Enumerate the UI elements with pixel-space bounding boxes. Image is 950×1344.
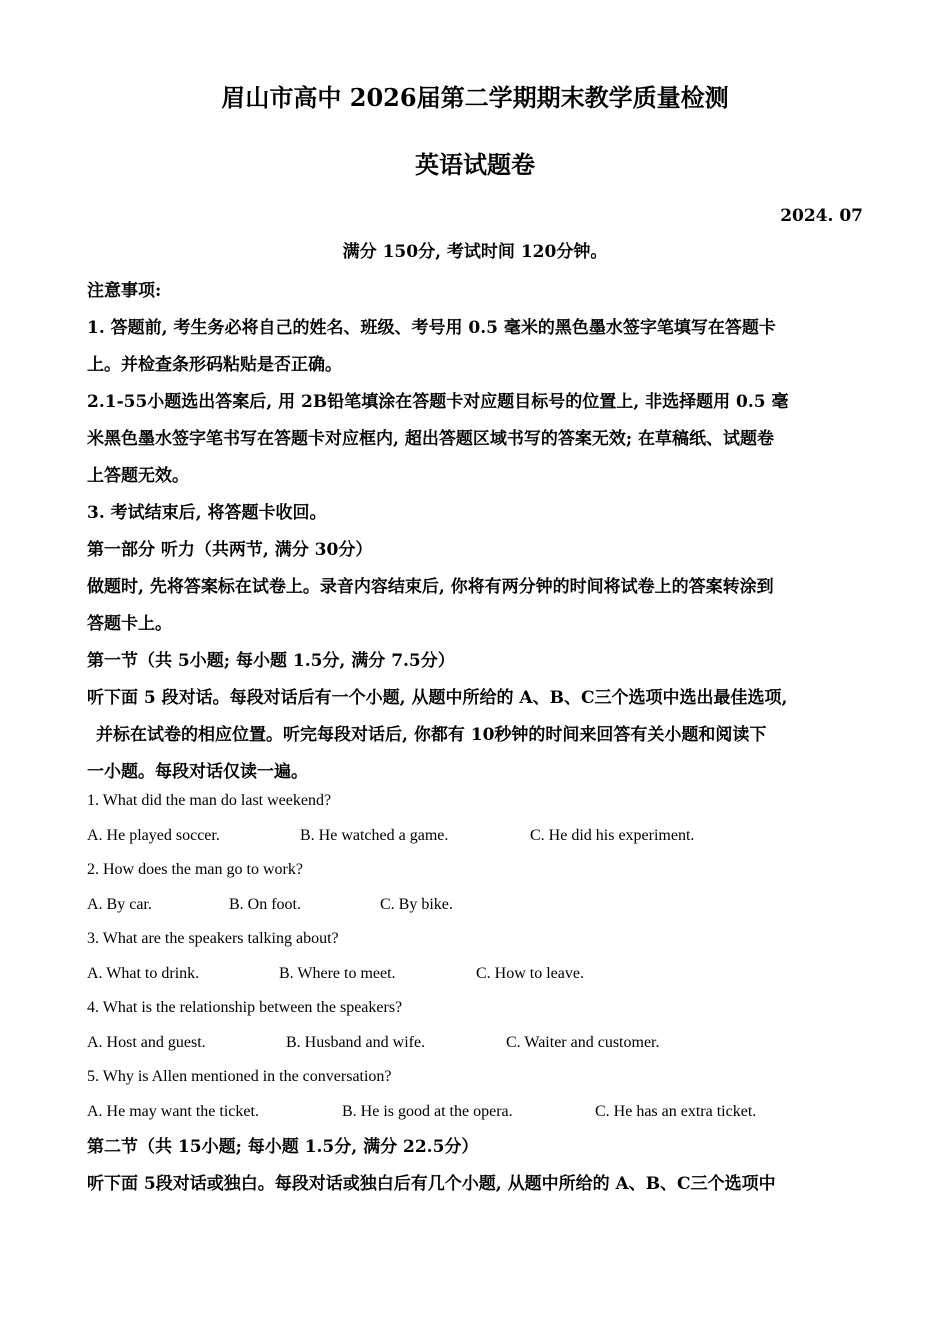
- option-a: A. Host and guest.: [87, 1033, 206, 1051]
- question-text: 5. Why is Allen mentioned in the conversation?: [87, 1068, 392, 1085]
- question-text: 2. How does the man go to work?: [87, 861, 303, 878]
- option-c: C. By bike.: [380, 895, 453, 913]
- options-row: [87, 819, 869, 854]
- part1-heading: 第一部分 听力（共两节, 满分 30分）: [87, 540, 373, 560]
- notice-line: 上。并检查条形码粘贴是否正确。: [87, 355, 342, 375]
- exam-date: 2024. 07: [780, 206, 863, 226]
- section1-intro-line: 一小题。每段对话仅读一遍。: [87, 762, 308, 782]
- notice-heading: 注意事项:: [87, 281, 162, 301]
- option-b: B. Husband and wife.: [286, 1033, 426, 1051]
- option-b: B. He is good at the opera.: [342, 1102, 513, 1120]
- option-c: C. He did his experiment.: [530, 826, 695, 844]
- option-a: A. What to drink.: [87, 964, 200, 982]
- part1-intro-line: 答题卡上。: [87, 614, 172, 634]
- notice-line: 3. 考试结束后, 将答题卡收回。: [87, 503, 327, 523]
- options-row: [87, 957, 869, 992]
- question-list: [87, 784, 869, 1129]
- part1-intro-line: 做题时, 先将答案标在试卷上。录音内容结束后, 你将有两分钟的时间将试卷上的答案转涂到: [87, 577, 774, 597]
- notice-block: [87, 273, 869, 791]
- notice-line: 上答题无效。: [87, 466, 189, 486]
- notice-line: 1. 答题前, 考生务必将自己的姓名、班级、考号用 0.5 毫米的黑色墨水签字笔填写在答题卡: [87, 318, 776, 338]
- section1-heading: 第一节（共 5小题; 每小题 1.5分, 满分 7.5分）: [87, 651, 455, 671]
- option-c: C. Waiter and customer.: [506, 1033, 660, 1051]
- option-a: A. He may want the ticket.: [87, 1102, 259, 1120]
- score-time-line: 满分 150分, 考试时间 120分钟。: [342, 242, 608, 262]
- options-row: [87, 1095, 869, 1130]
- section1-intro-line: 并标在试卷的相应位置。听完每段对话后, 你都有 10秒钟的时间来回答有关小题和阅读下: [96, 725, 767, 745]
- option-b: B. Where to meet.: [279, 964, 396, 982]
- section2-block: [87, 1129, 869, 1203]
- options-row: [87, 1026, 869, 1061]
- exam-title: 眉山市高中 2026届第二学期期末教学质量检测: [221, 83, 729, 112]
- question-text: 1. What did the man do last weekend?: [87, 792, 332, 809]
- option-c: C. How to leave.: [476, 964, 584, 982]
- option-a: A. He played soccer.: [87, 826, 220, 844]
- notice-line: 2.1-55小题选出答案后, 用 2B铅笔填涂在答题卡对应题目标号的位置上, 非选择题用 0.5 毫: [87, 392, 789, 412]
- option-b: B. He watched a game.: [300, 826, 449, 844]
- exam-subtitle: 英语试题卷: [415, 150, 535, 179]
- section2-heading: 第二节（共 15小题; 每小题 1.5分, 满分 22.5分）: [87, 1137, 479, 1157]
- question-text: 3. What are the speakers talking about?: [87, 930, 339, 947]
- option-b: B. On foot.: [229, 895, 301, 913]
- notice-line: 米黑色墨水签字笔书写在答题卡对应框内, 超出答题区域书写的答案无效; 在草稿纸、试题卷: [87, 429, 775, 449]
- question-text: 4. What is the relationship between the speakers?: [87, 999, 403, 1016]
- section2-intro-line: 听下面 5段对话或独白。每段对话或独白后有几个小题, 从题中所给的 A、B、C三个选项中: [87, 1174, 776, 1194]
- option-c: C. He has an extra ticket.: [595, 1102, 757, 1120]
- option-a: A. By car.: [87, 895, 152, 913]
- section1-intro-line: 听下面 5 段对话。每段对话后有一个小题, 从题中所给的 A、B、C三个选项中选出最佳选项,: [87, 688, 788, 708]
- options-row: [87, 888, 869, 923]
